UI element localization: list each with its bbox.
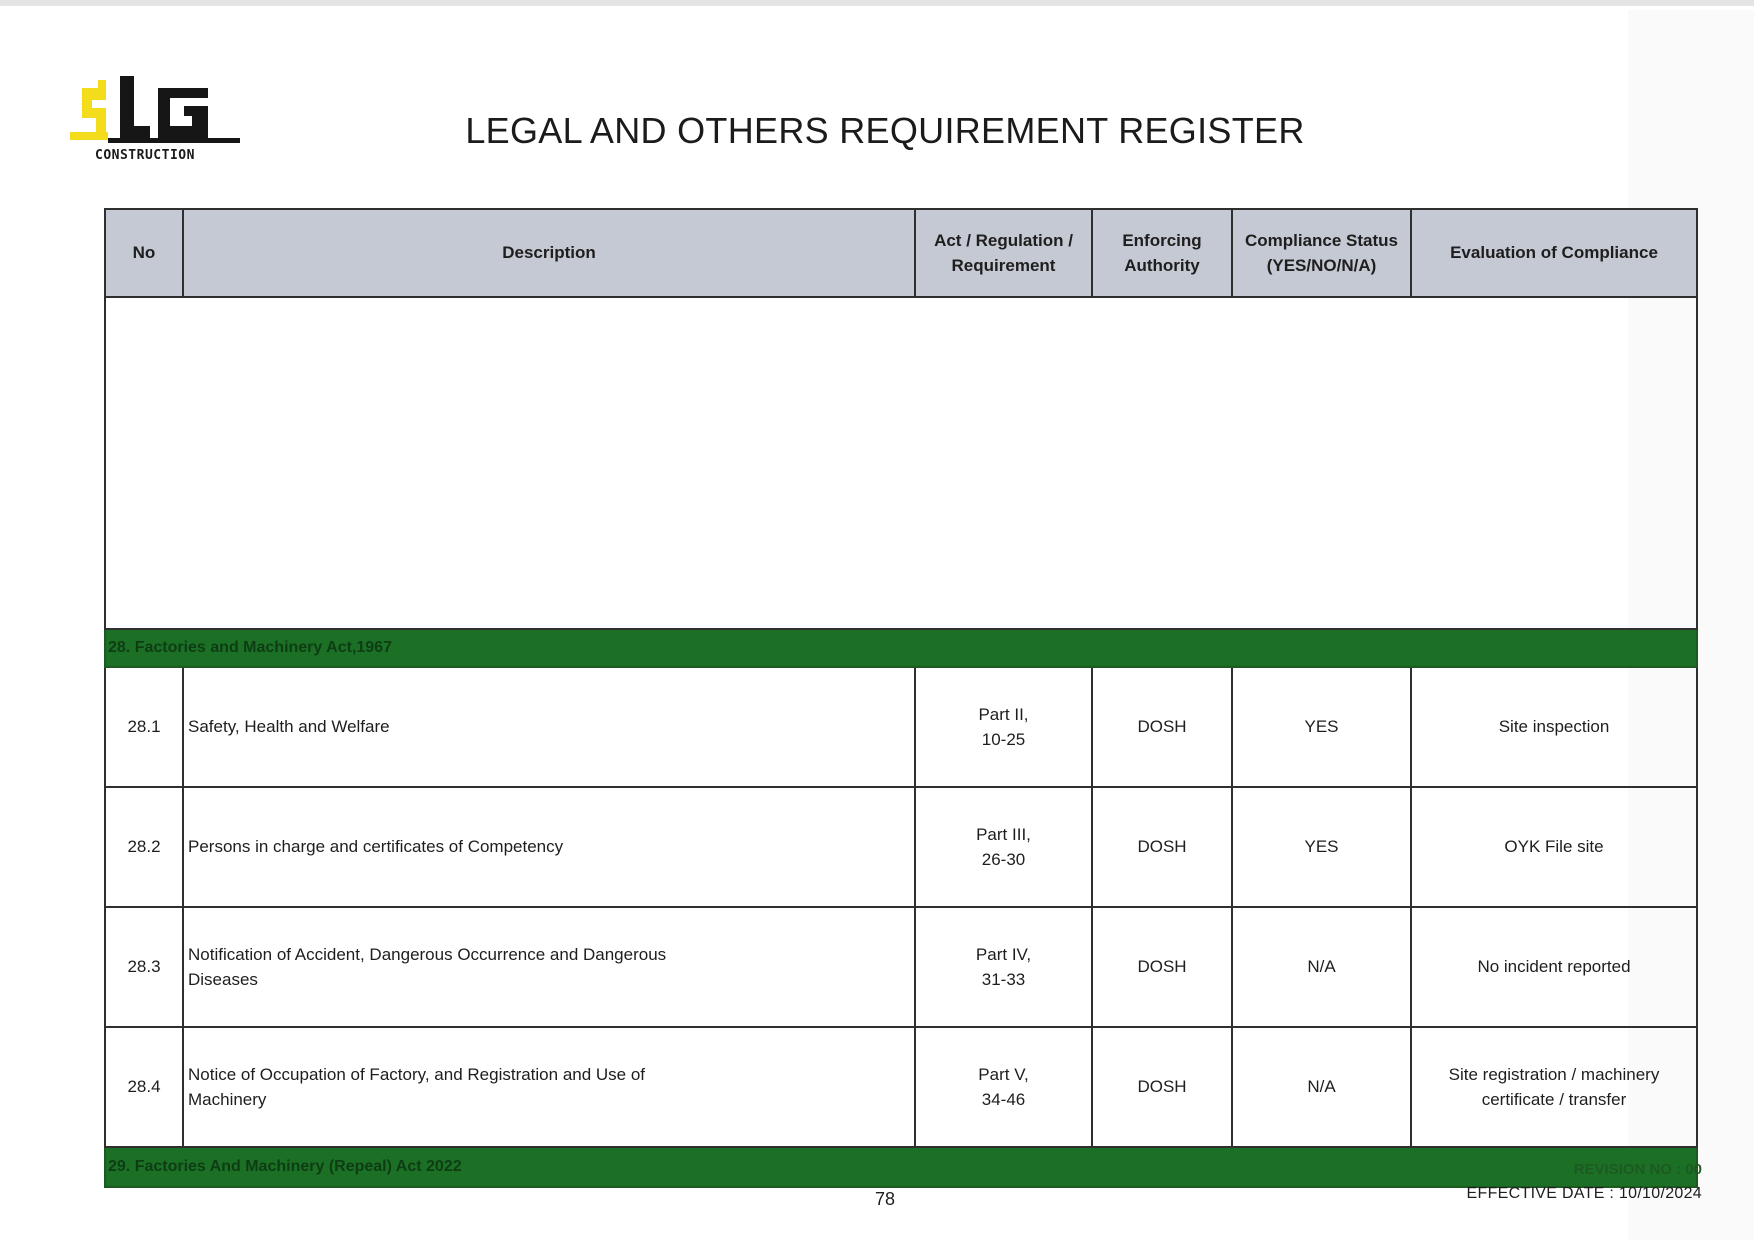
header-authority-line1: Enforcing [1122, 230, 1202, 250]
row-act-line1: Part V, [978, 1064, 1029, 1084]
row-status: YES [1232, 667, 1411, 787]
table-row [105, 907, 1697, 1027]
row-status: YES [1232, 787, 1411, 907]
table-row [105, 1027, 1697, 1147]
row-act-line2: 10-25 [981, 730, 1026, 749]
row-evaluation: Site inspection [1411, 667, 1697, 787]
row-description [183, 787, 915, 907]
header-enforcing-authority [1092, 209, 1232, 297]
header-description: Description [183, 209, 915, 297]
row-act-line2: 34-46 [981, 1090, 1026, 1109]
header-status-line2: (YES/NO/N/A) [1266, 256, 1377, 275]
blank-row [105, 297, 1697, 629]
row-status: N/A [1232, 1027, 1411, 1147]
row-description [183, 907, 915, 1027]
header-no: No [105, 209, 183, 297]
page-title: LEGAL AND OTHERS REQUIREMENT REGISTER [465, 110, 1305, 152]
table-header-row [105, 209, 1697, 297]
section-title: 28. Factories and Machinery Act,1967 [105, 629, 1697, 667]
row-status: N/A [1232, 907, 1411, 1027]
row-no: 28.4 [105, 1027, 183, 1147]
row-authority: DOSH [1092, 787, 1232, 907]
table-row [105, 787, 1697, 907]
row-authority: DOSH [1092, 1027, 1232, 1147]
section-header-row [105, 629, 1697, 667]
section-title: 29. Factories And Machinery (Repeal) Act 2022 [105, 1147, 1697, 1187]
requirement-register-table [104, 208, 1698, 1188]
header-evaluation: Evaluation of Compliance [1411, 209, 1697, 297]
page-number: 78 [874, 1189, 896, 1209]
row-act-line1: Part II, [978, 704, 1029, 724]
header-status-line1: Compliance Status [1244, 230, 1399, 250]
header-authority-line2: Authority [1124, 256, 1200, 275]
row-no: 28.3 [105, 907, 183, 1027]
logo-text: CONSTRUCTION [95, 148, 195, 163]
row-evaluation: OYK File site [1411, 787, 1697, 907]
row-evaluation: Site registration / machinery certificate / transfer [1411, 1027, 1697, 1147]
effective-date: EFFECTIVE DATE : 10/10/2024 [1466, 1185, 1702, 1202]
row-description-text: Persons in charge and certificates of Competency [188, 837, 564, 857]
row-act-line2: 26-30 [981, 850, 1026, 869]
row-act-line1: Part IV, [975, 944, 1032, 964]
table-row [105, 667, 1697, 787]
scan-edge-top [0, 0, 1754, 6]
logo-mark-icon [70, 76, 240, 143]
row-no: 28.1 [105, 667, 183, 787]
row-evaluation: No incident reported [1411, 907, 1697, 1027]
header-act-regulation [915, 209, 1092, 297]
header-compliance-status [1232, 209, 1411, 297]
row-no: 28.2 [105, 787, 183, 907]
row-description [183, 667, 915, 787]
section-header-row [105, 1147, 1697, 1187]
row-description-text: Notification of Accident, Dangerous Occurrence and Dangerous Diseases [188, 944, 667, 989]
row-act [915, 787, 1092, 907]
row-act-line1: Part III, [976, 824, 1031, 844]
row-act [915, 1027, 1092, 1147]
row-description-text: Notice of Occupation of Factory, and Registration and Use of Machinery [188, 1064, 646, 1109]
row-act [915, 667, 1092, 787]
row-authority: DOSH [1092, 667, 1232, 787]
row-act-line2: 31-33 [981, 970, 1026, 989]
row-description-text: Safety, Health and Welfare [188, 717, 390, 737]
row-description [183, 1027, 915, 1147]
row-authority: DOSH [1092, 907, 1232, 1027]
header-act-line1: Act / Regulation / [934, 230, 1073, 250]
header-act-line2: Requirement [951, 256, 1056, 275]
row-act [915, 907, 1092, 1027]
revision-number: REVISION NO : 00 [1573, 1161, 1702, 1178]
